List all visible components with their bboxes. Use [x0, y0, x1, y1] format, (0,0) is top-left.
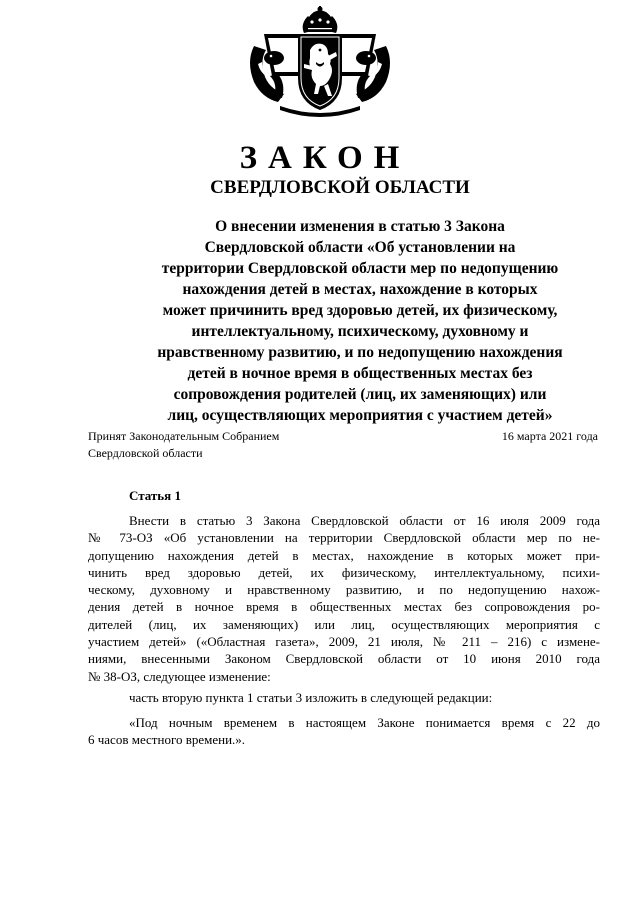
law-title-line: интеллектуальному, психическому, духовному и [191, 323, 529, 340]
article-paragraph-3 [88, 714, 600, 749]
article-paragraph-2 [88, 689, 600, 706]
paragraph-line: допущению нахождения детей в местах, нахождение в которых может при- [88, 547, 600, 563]
adoption-line: Принят Законодательным Собранием [88, 429, 280, 443]
paragraph-line: № 38-ОЗ, следующее изменение: [88, 668, 271, 684]
paragraph-line: 6 часов местного времени.». [88, 732, 246, 748]
paragraph-line: № 73-ОЗ «Об установлении на территории Свердловской области мер по не- [88, 530, 600, 546]
law-title-line: О внесении изменения в статью 3 Закона [215, 218, 505, 235]
law-title-line: нахождения детей в местах, нахождение в которых [182, 281, 538, 298]
article-paragraph-1 [88, 512, 600, 685]
law-title-line: лиц, осуществляющих мероприятия с участием детей» [167, 407, 553, 424]
paragraph-line: Внести в статью 3 Закона Свердловской области от 16 июля 2009 года [129, 513, 600, 528]
paragraph-line: «Под ночным временем в настоящем Законе понимается время с 22 до [129, 715, 600, 730]
law-title-line: сопровождения родителей (лиц, их заменяющих) или [173, 386, 547, 403]
paragraph-line: ниями, внесенными Законом Свердловской области от 10 июня 2010 года [88, 651, 600, 667]
paragraph-line: дителей (лиц, их заменяющих) или лиц, осуществляющих мероприятия с [88, 616, 600, 632]
law-title-line: может причинить вред здоровью детей, их физическому, [162, 302, 558, 319]
paragraph-line: чинить вред здоровью детей, их физическому, интеллектуальному, психи- [88, 564, 600, 580]
law-title-line: нравственному развитию, и по недопущению нахождения [157, 344, 563, 361]
paragraph-line: дения детей в ночное время в общественных местах без сопровождения ро- [88, 599, 600, 615]
article-heading: Статья 1 [129, 488, 181, 503]
paragraph-line: участием детей» («Областная газета», 2009, 21 июля, № 211 – 216) с измене- [88, 634, 600, 650]
adoption-line: Свердловской области [88, 446, 203, 460]
paragraph-line: часть вторую пункта 1 статьи 3 изложить в следующей редакции: [129, 690, 493, 705]
law-title-line: детей в ночное время в общественных местах без [187, 365, 533, 382]
adoption-note [88, 428, 279, 462]
law-title-line: Свердловской области «Об установлении на [204, 239, 516, 256]
law-title-line: территории Свердловской области мер по недопущению [161, 260, 559, 277]
law-title [100, 216, 620, 426]
coat-of-arms-icon [244, 6, 396, 118]
adoption-date: 16 марта 2021 года [501, 429, 598, 443]
region-heading: СВЕРДЛОВСКОЙ ОБЛАСТИ [210, 177, 470, 198]
document-type-heading: ЗАКОН [239, 140, 411, 176]
paragraph-line: ческому, духовному и нравственному развитию, и по недопущению нахож- [88, 582, 600, 598]
